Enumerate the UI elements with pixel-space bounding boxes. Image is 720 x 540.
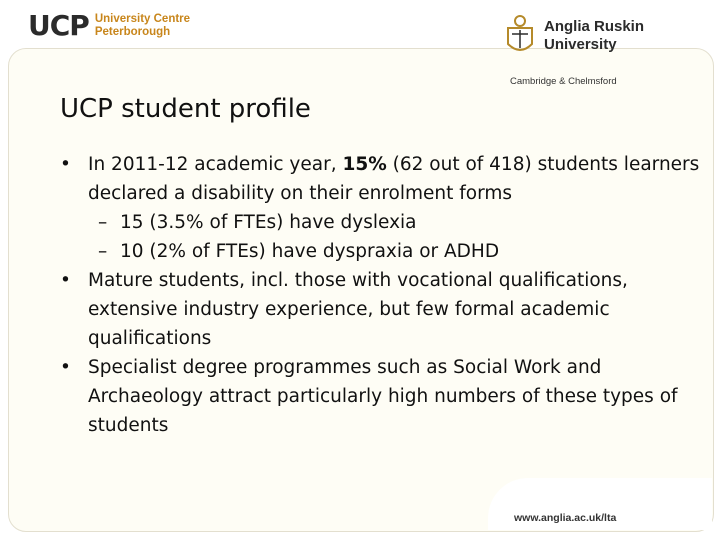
ucp-logo-text	[95, 13, 190, 39]
bullet-item: • Mature students, incl. those with vocational qualifications, extensive industry experience, but few formal academic qualifications	[60, 266, 700, 353]
ucp-logo	[28, 9, 191, 42]
slide-content	[60, 150, 700, 440]
bullet1-pre: In 2011-12 academic year,	[88, 154, 343, 175]
footer-url[interactable]: www.anglia.ac.uk/lta	[514, 512, 617, 524]
ucp-line2: Peterborough	[94, 26, 171, 38]
ucp-line1: University Centre	[94, 13, 191, 25]
bullet1-post: (62 out of 418) students learners declared a disability on their enrolment forms	[88, 154, 700, 204]
crest-icon	[504, 14, 536, 58]
slide-title: UCP student profile	[60, 94, 311, 124]
aru-logo	[504, 14, 644, 58]
bullet-item: • Specialist degree programmes such as Social Work and Archaeology attract particularly high numbers of these types of students	[60, 353, 700, 440]
aru-name	[544, 18, 644, 54]
bullet1-bold: 15%	[342, 154, 387, 175]
aru-line1: Anglia Ruskin	[544, 18, 645, 35]
ucp-logo-mark: UCP	[28, 9, 89, 42]
sub-bullet-item: – 15 (3.5% of FTEs) have dyslexia	[60, 208, 700, 237]
aru-line2: University	[544, 36, 617, 53]
aru-subtitle: Cambridge & Chelmsford	[510, 76, 617, 87]
bullet-item	[60, 150, 700, 208]
sub-bullet-item: – 10 (2% of FTEs) have dyspraxia or ADHD	[60, 237, 700, 266]
